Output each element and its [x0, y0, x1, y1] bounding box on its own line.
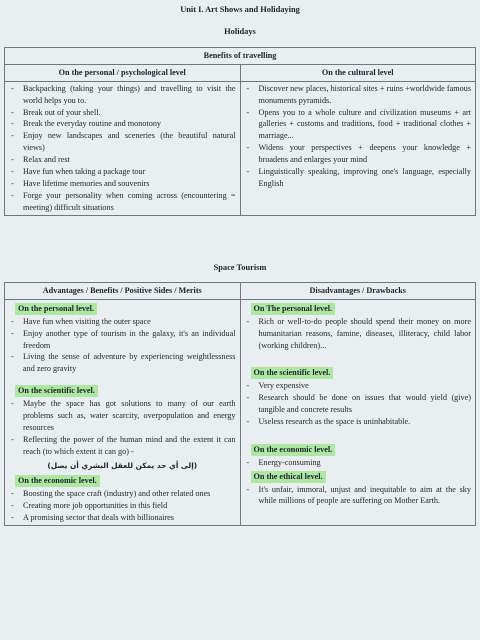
- list-item: - Backpacking (taking your things) and travelling to visit the world helps you to.: [9, 83, 236, 107]
- personal-level-header: On the personal / psychological level: [5, 64, 241, 81]
- dis-economic-list: [245, 457, 472, 469]
- list-item: - Boosting the space craft (industry) and other related ones: [9, 488, 236, 500]
- personal-benefits-list: [9, 83, 236, 214]
- personal-level-cell: [5, 81, 241, 215]
- list-item: - Research should be done on issues that would yield (give) tangible and concrete results: [245, 392, 472, 416]
- list-item: - Linguistically speaking, improving one's language, especially English: [245, 166, 472, 190]
- list-item: - Have lifetime memories and souvenirs: [9, 178, 236, 190]
- benefits-table: [4, 47, 476, 216]
- list-item: - Have fun when visiting the outer space: [9, 316, 236, 328]
- list-item: - Enjoy new landscapes and sceneries (the beautiful natural views): [9, 130, 236, 154]
- list-item: - Energy-consuming: [245, 457, 472, 469]
- list-item: - Widens your perspectives + deepens your knowledge + broadens and enlarges your mind: [245, 142, 472, 166]
- dis-economic-label: On the economic level.: [251, 444, 336, 456]
- list-item: - Have fun when taking a package tour: [9, 166, 236, 178]
- list-item: - Living the sense of adventure by experiencing weightlessness and zero gravity: [9, 351, 236, 375]
- adv-economic-list: [9, 488, 236, 524]
- list-item: - Break the everyday routine and monotony: [9, 118, 236, 130]
- list-item: - Break out of your shell.: [9, 107, 236, 119]
- benefits-title: Benefits of travelling: [5, 48, 476, 65]
- list-item: - Enjoy another type of tourism in the galaxy, it's an individual freedom: [9, 328, 236, 352]
- list-item: - Reflecting the power of the human mind and the extent it can reach (to which extent it can go) -: [9, 434, 236, 458]
- advantages-cell: [5, 299, 241, 525]
- unit-title: Unit I. Art Shows and Holidaying: [180, 5, 300, 14]
- list-item: - Discover new places, historical sites + ruins +worldwide famous monuments pyramids.: [245, 83, 472, 107]
- list-item: - A promising sector that deals with billionaires: [9, 512, 236, 524]
- dis-personal-label: On The personal level.: [251, 303, 336, 315]
- adv-economic-label: On the economic level.: [15, 475, 100, 487]
- cultural-level-cell: [240, 81, 476, 215]
- adv-scientific-list: [9, 398, 236, 457]
- dis-ethical-label: On the ethical level.: [251, 471, 326, 483]
- advantages-header: Advantages / Benefits / Positive Sides / Merits: [5, 283, 241, 300]
- list-item: - It's unfair, immoral, unjust and inequitable to aim at the sky while millions of people are suffering on Mother Earth.: [245, 484, 472, 508]
- space-tourism-title: Space Tourism: [213, 263, 267, 272]
- disadvantages-header: Disadvantages / Drawbacks: [240, 283, 476, 300]
- space-tourism-table: [4, 282, 476, 526]
- list-item: - Forge your personality when coming across (encountering = meeting) difficult situations: [9, 190, 236, 214]
- dis-scientific-list: [245, 380, 472, 428]
- cultural-benefits-list: [245, 83, 472, 190]
- list-item: - Rich or well-to-do people should spend their money on more humanitarian reasons, famine, diseases, illiteracy, child labor (working children)...: [245, 316, 472, 352]
- dis-ethical-list: [245, 484, 472, 508]
- dis-scientific-label: On the scientific level.: [251, 367, 334, 379]
- list-item: - Maybe the space has got solutions to many of our earth problems such as, water scarcity, overpopulation and energy resources: [9, 398, 236, 434]
- list-item: - Relax and rest: [9, 154, 236, 166]
- holidays-title: Holidays: [224, 27, 256, 36]
- adv-personal-list: [9, 316, 236, 375]
- arabic-note: (إلى أي حد يمكن للعقل البشري أن يصل): [47, 460, 198, 470]
- adv-personal-label: On the personal level.: [15, 303, 97, 315]
- dis-personal-list: [245, 316, 472, 352]
- list-item: - Very expensive: [245, 380, 472, 392]
- list-item: - Useless research as the space is uninhabitable.: [245, 416, 472, 428]
- list-item: - Creating more job opportunities in this field: [9, 500, 236, 512]
- list-item: - Opens you to a whole culture and civilization museums + art galleries + customs and traditions, food + traditional clothes + marriage...: [245, 107, 472, 143]
- disadvantages-cell: [240, 299, 476, 525]
- cultural-level-header: On the cultural level: [240, 64, 476, 81]
- adv-scientific-label: On the scientific level.: [15, 385, 98, 397]
